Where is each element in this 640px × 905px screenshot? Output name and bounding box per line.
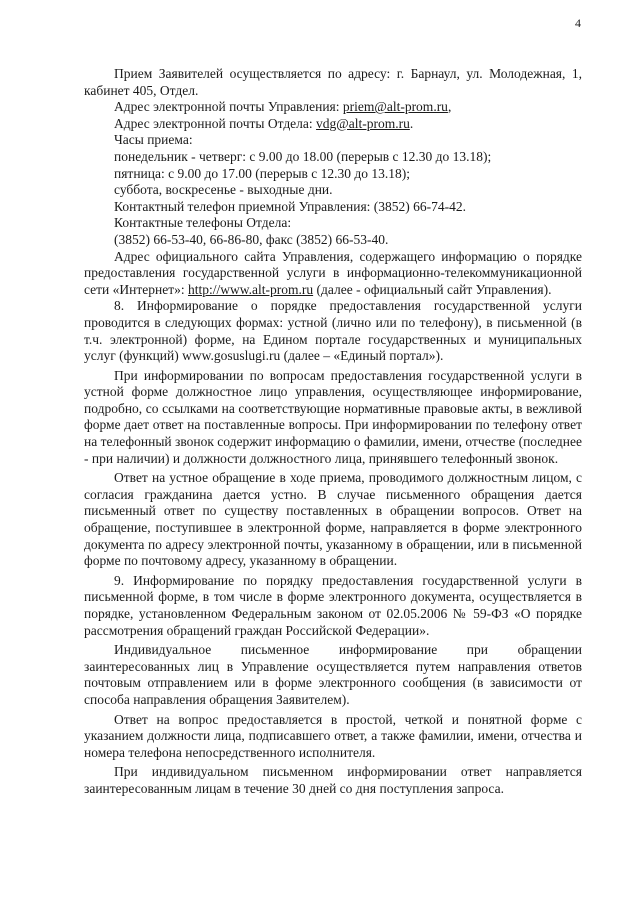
- reception-phone: Контактный телефон приемной Управления: (3852) 66-74-42.: [114, 198, 467, 214]
- office-phones-title: Контактные телефоны Отдела:: [114, 215, 292, 231]
- dept-email-label: Адрес электронной почты Управления:: [114, 99, 343, 115]
- office-email-line: [84, 116, 582, 133]
- hours-title: Часы приема:: [114, 132, 193, 148]
- hours-weekend: суббота, воскресенье - выходные дни.: [114, 182, 333, 198]
- individual-info-paragraph: Индивидуальное письменное информирование при обращении заинтересованных лиц в Управление осуществляется путем направления ответов почтовым отправлением или в форме электронного сообщения (в зависимости от способа направления обращения Заявителем).: [84, 642, 582, 707]
- official-site-tail: (далее - официальный сайт Управления).: [313, 281, 552, 297]
- office-email-label: Адрес электронной почты Отдела:: [114, 115, 317, 131]
- dept-email-link[interactable]: priem@alt-prom.ru: [342, 99, 448, 115]
- office-phones: (3852) 66-53-40, 66-86-80, факс (3852) 66-53-40.: [114, 231, 389, 247]
- dept-email-end: ,: [447, 99, 452, 115]
- paragraph-8: 8. Информирование о порядке предоставления государственной услуги проводится в следующих формах: устной (лично или по телефону), в письменной (в т.ч. электронной) форме, на Едином портале государственных и муниципальных услуг (функций) www.gosuslugi.ru (далее – «Единый портал»).: [84, 298, 582, 364]
- reception-address: Прием Заявителей осуществляется по адресу: г. Барнаул, ул. Молодежная, 1, кабинет 405, Отдел.: [84, 66, 582, 98]
- official-site-paragraph: [84, 249, 582, 299]
- official-site-link[interactable]: http://www.alt-prom.ru: [188, 281, 314, 297]
- hours-fri: пятница: с 9.00 до 17.00 (перерыв с 12.30 до 13.18);: [114, 165, 410, 181]
- office-email-link[interactable]: vdg@alt-prom.ru: [316, 115, 410, 131]
- official-site-text: Адрес официального сайта Управления, содержащего информацию о порядке предоставления государственной услуги в информационно-телекоммуникационной сети «Интернет»:: [84, 248, 582, 297]
- answer-deadline-paragraph: При индивидуальном письменном информировании ответ направляется заинтересованным лицам в течение 30 дней со дня поступления запроса.: [84, 764, 582, 796]
- document-body: [84, 66, 582, 798]
- office-email-end: .: [409, 115, 414, 131]
- answer-form-paragraph: Ответ на вопрос предоставляется в простой, четкой и понятной форме с указанием должности лица, подписавшего ответ, а также фамилии, имени, отчества и номера телефона непосредственного исполнителя.: [84, 711, 582, 760]
- paragraph-9: 9. Информирование по порядку предоставления государственной услуги в письменной форме, в том числе в форме электронного документа, осуществляется в порядке, установленном Федеральным законом от 02.05.2006 № 59-ФЗ «О порядке рассмотрения обращений граждан Российской Федерации».: [84, 572, 582, 638]
- oral-info-paragraph: При информировании по вопросам предоставления государственной услуги в устной форме должностное лицо управления, осуществляющее информирование, подробно, со ссылками на соответствующие нормативные правовые акты, в вежливой форме дает ответ на поставленные вопросы. При информировании по телефону ответ на телефонный звонок содержит информацию о фамилии, имени, отчестве (последнее - при наличии) и должности должностного лица, принявшего телефонный звонок.: [84, 367, 582, 466]
- dept-email-line: [84, 99, 582, 116]
- hours-mon-thu: понедельник - четверг: с 9.00 до 18.00 (перерыв с 12.30 до 13.18);: [114, 148, 492, 164]
- page-number: 4: [575, 16, 581, 30]
- oral-appeal-paragraph: Ответ на устное обращение в ходе приема, проводимого должностным лицом, с согласия гражданина дается устно. В случае письменного обращения дается письменный ответ по существу поставленных в обращении вопросов. Ответ на обращение, поступившее в электронной форме, направляется в форме электронного документа по адресу электронной почты, указанному в обращении, или в письменной форме по почтовому адресу, указанному в обращении.: [84, 470, 582, 569]
